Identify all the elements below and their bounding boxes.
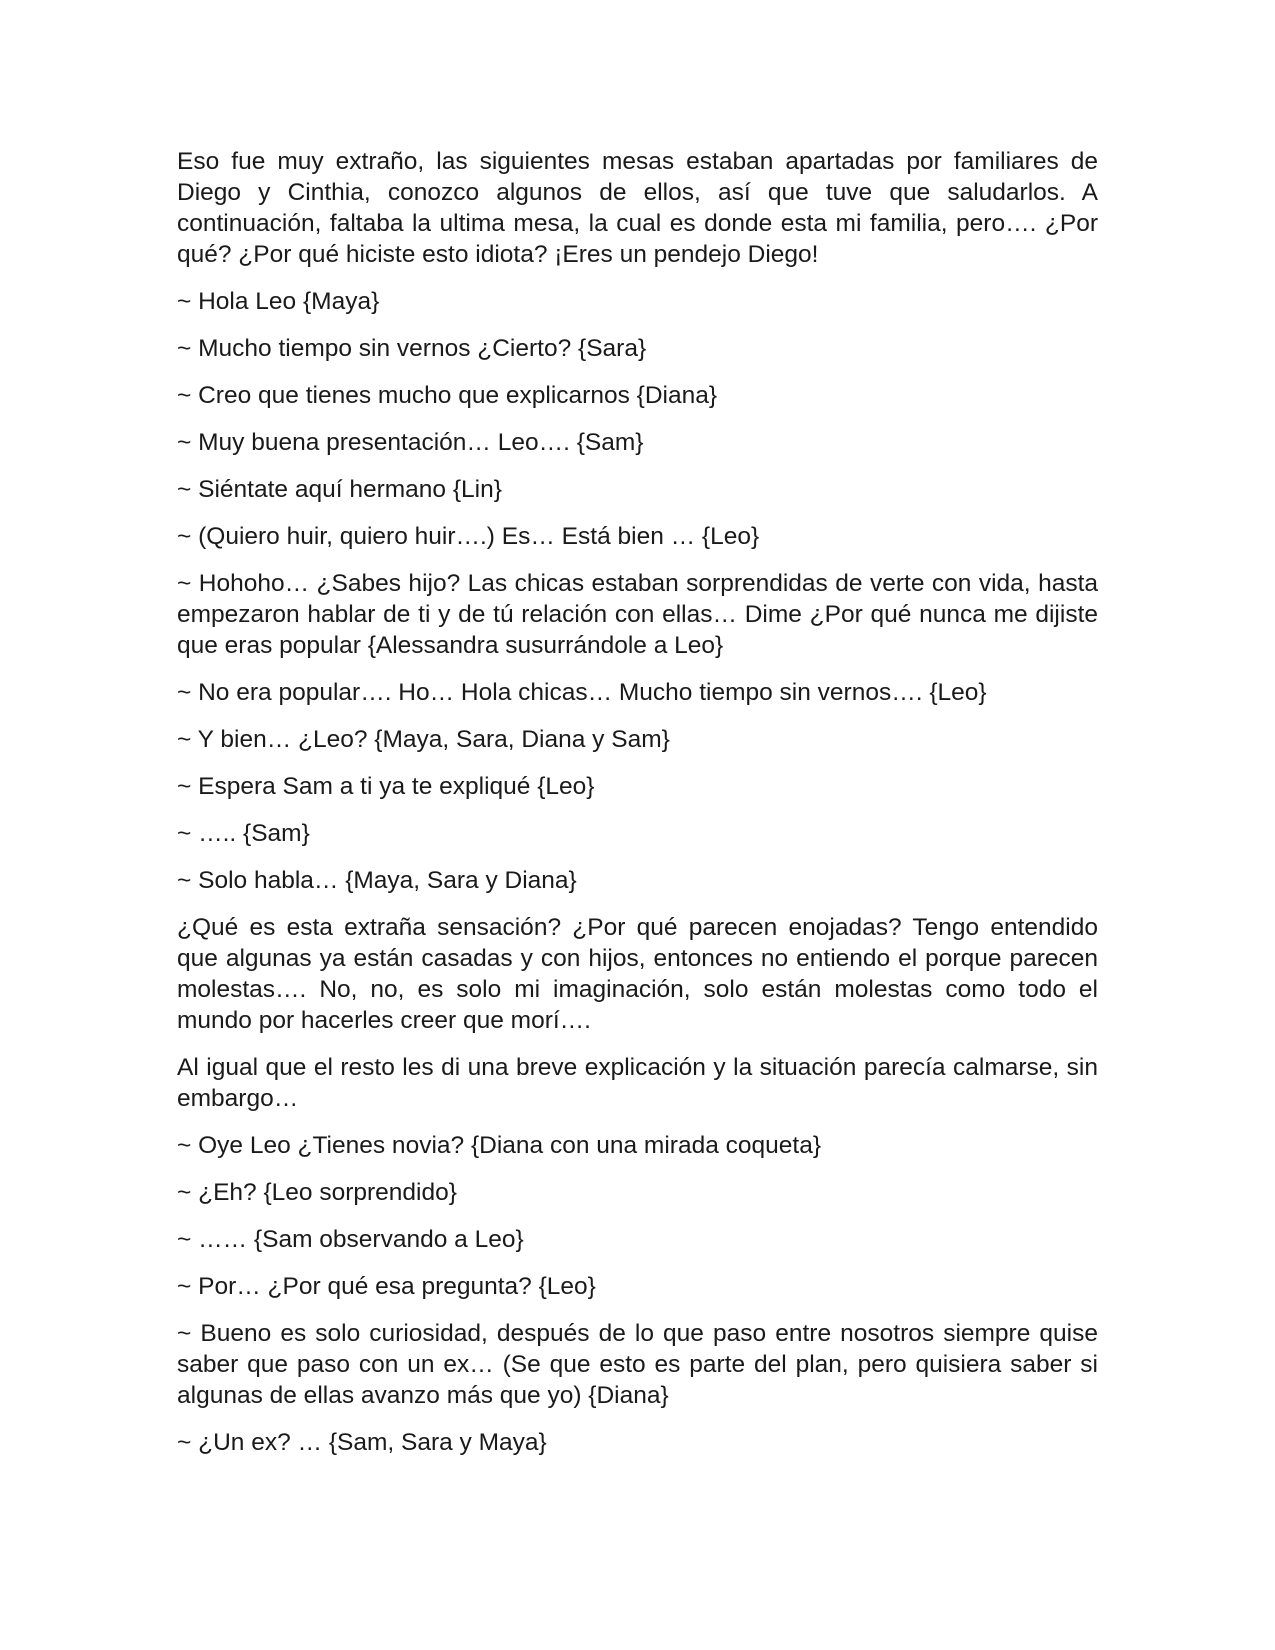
dialogue-line: ~ Y bien… ¿Leo? {Maya, Sara, Diana y Sam} (177, 726, 670, 753)
dialogue-line: ~ (Quiero huir, quiero huir….) Es… Está bien … {Leo} (177, 523, 760, 550)
dialogue-line: ~ Creo que tienes mucho que explicarnos {Diana} (177, 382, 718, 409)
dialogue-line: ~ ….. {Sam} (177, 820, 310, 847)
dialogue-line: ~ Hola Leo {Maya} (177, 288, 380, 315)
dialogue-line: ~ ¿Un ex? … {Sam, Sara y Maya} (177, 1429, 547, 1456)
dialogue-line: ~ Muy buena presentación… Leo…. {Sam} (177, 429, 644, 456)
dialogue-line: ~ Por… ¿Por qué esa pregunta? {Leo} (177, 1273, 596, 1300)
dialogue-line: ~ Solo habla… {Maya, Sara y Diana} (177, 867, 577, 894)
dialogue-line: ~ …… {Sam observando a Leo} (177, 1226, 524, 1253)
dialogue-line: ~ Siéntate aquí hermano {Lin} (177, 476, 502, 503)
dialogue-line: ~ Mucho tiempo sin vernos ¿Cierto? {Sara} (177, 335, 647, 362)
dialogue-line: ~ ¿Eh? {Leo sorprendido} (177, 1179, 457, 1206)
dialogue-line: ~ No era popular…. Ho… Hola chicas… Mucho tiempo sin vernos…. {Leo} (177, 679, 987, 706)
dialogue-line: ~ Hohoho… ¿Sabes hijo? Las chicas estaban sorprendidas de verte con vida, hasta empezaron hablar de ti y de tú relación con ellas… Dime ¿Por qué nunca me dijiste que eras popular {Alessandra susurrándole a Leo} (177, 570, 1098, 659)
dialogue-line: ~ Espera Sam a ti ya te expliqué {Leo} (177, 773, 595, 800)
document-body (177, 146, 1098, 1474)
dialogue-line: ~ Oye Leo ¿Tienes novia? {Diana con una mirada coqueta} (177, 1132, 821, 1159)
narration-paragraph: Al igual que el resto les di una breve explicación y la situación parecía calmarse, sin embargo… (177, 1054, 1098, 1112)
narration-paragraph: ¿Qué es esta extraña sensación? ¿Por qué parecen enojadas? Tengo entendido que algunas ya están casadas y con hijos, entonces no entiendo el porque parecen molestas…. No, no, es solo mi imaginación, solo están molestas como todo el mundo por hacerles creer que morí…. (177, 914, 1098, 1034)
dialogue-line: ~ Bueno es solo curiosidad, después de lo que paso entre nosotros siempre quise saber que paso con un ex… (Se que esto es parte del plan, pero quisiera saber si algunas de ellas avanzo más que yo) {Diana} (177, 1320, 1098, 1409)
narration-paragraph: Eso fue muy extraño, las siguientes mesas estaban apartadas por familiares de Diego y Cinthia, conozco algunos de ellos, así que tuve que saludarlos. A continuación, faltaba la ultima mesa, la cual es donde esta mi familia, pero…. ¿Por qué? ¿Por qué hiciste esto idiota? ¡Eres un pendejo Diego! (177, 148, 1098, 268)
